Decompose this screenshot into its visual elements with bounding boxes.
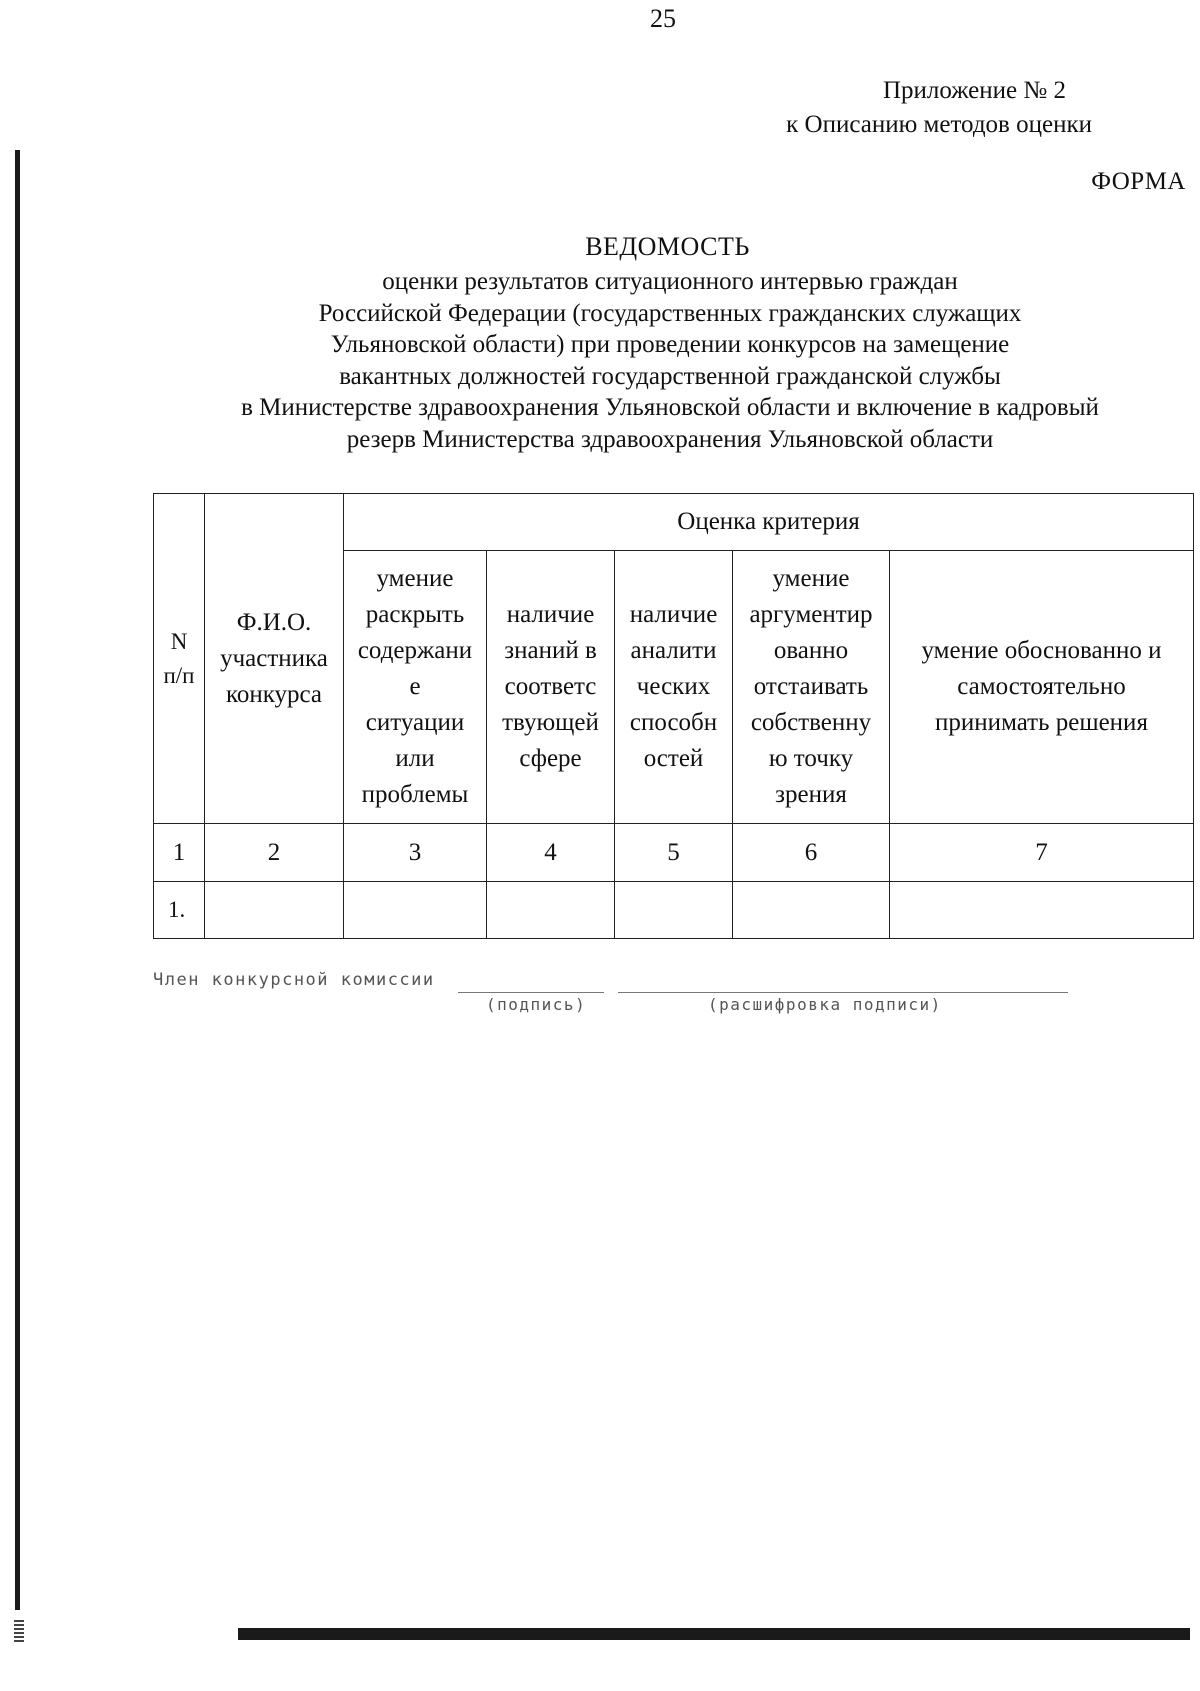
subtitle-line: в Министерстве здравоохранения Ульяновской области и включение в кадровый	[241, 394, 1099, 421]
cell-score[interactable]	[615, 882, 733, 939]
assessment-table	[153, 493, 1194, 939]
header-line: Ф.И.О.	[236, 608, 312, 636]
cell-score[interactable]	[733, 882, 890, 939]
column-number: 5	[615, 824, 733, 882]
header-line: сфере	[519, 745, 582, 772]
header-line: N	[170, 628, 188, 654]
header-line: твующей	[502, 709, 599, 736]
signature-decode-line[interactable]	[618, 992, 1068, 993]
header-line: самостоятельно	[957, 673, 1126, 700]
scan-artifact	[14, 1620, 24, 1642]
header-line: аргументир	[749, 601, 873, 628]
appendix-document: к Описанию методов оценки	[786, 111, 1092, 138]
header-line: ованно	[773, 637, 849, 664]
page-number: 25	[650, 4, 676, 33]
form-label: ФОРМА	[1091, 168, 1186, 195]
header-line: е	[409, 673, 421, 700]
header-line: собственну	[750, 709, 872, 736]
signature-label: Член конкурсной комиссии	[153, 970, 435, 990]
header-line: умение обоснованно и	[921, 637, 1162, 664]
document-title: ВЕДОМОСТЬ	[585, 232, 750, 261]
header-full-name	[205, 494, 344, 824]
column-number: 1	[154, 824, 205, 882]
table-row	[154, 882, 1194, 939]
header-number	[154, 494, 205, 824]
signature-line[interactable]	[458, 992, 604, 993]
document-subtitle	[170, 266, 1170, 455]
column-number-row	[154, 824, 1194, 882]
appendix-number: Приложение № 2	[882, 77, 1066, 104]
column-number: 7	[890, 824, 1194, 882]
row-number: 1.	[154, 882, 205, 939]
header-line: проблемы	[361, 781, 469, 808]
header-line: знаний в	[504, 637, 597, 664]
header-argumentation	[733, 551, 890, 824]
subtitle-line: Ульяновской области) при проведении конкурсов на замещение	[330, 331, 1010, 358]
header-line: аналити	[630, 637, 717, 664]
appendix-reference	[786, 74, 1092, 142]
cell-full-name[interactable]	[205, 882, 344, 939]
column-number: 2	[205, 824, 344, 882]
subtitle-line: вакантных должностей государственной гражданской службы	[339, 362, 1001, 390]
header-line: содержани	[357, 637, 473, 664]
header-line: раскрыть	[365, 601, 465, 628]
header-line: или	[395, 745, 435, 772]
column-number: 3	[344, 824, 487, 882]
header-line: конкурса	[225, 680, 323, 708]
table-header-row	[154, 494, 1194, 551]
cell-score[interactable]	[344, 882, 487, 939]
scan-edge-bottom	[238, 1628, 1190, 1640]
subtitle-line: Российской Федерации (государственных гражданских служащих	[318, 299, 1022, 327]
header-analytical-skills	[615, 551, 733, 824]
header-line: п/п	[163, 662, 195, 688]
cell-score[interactable]	[487, 882, 615, 939]
header-line: участника	[220, 644, 328, 672]
header-line: умение	[772, 565, 850, 592]
scan-edge-left	[15, 150, 20, 1610]
header-line: наличие	[506, 601, 595, 628]
header-line: ситуации	[365, 709, 465, 736]
signature-caption: (подпись)	[486, 995, 587, 1014]
header-line: ческих	[636, 673, 711, 700]
header-line: способн	[629, 709, 718, 736]
subtitle-line: резерв Министерства здравоохранения Ульяновской области	[346, 425, 994, 453]
subtitle-line: оценки результатов ситуационного интервью граждан	[382, 268, 958, 295]
header-decision-making	[890, 551, 1194, 824]
signature-decode-caption: (расшифровка подписи)	[708, 995, 942, 1014]
header-domain-knowledge	[487, 551, 615, 824]
header-situation-disclosure	[344, 551, 487, 824]
header-line: принимать решения	[935, 709, 1148, 736]
header-line: ю точку	[768, 745, 854, 772]
header-line: умение	[376, 565, 454, 592]
cell-score[interactable]	[890, 882, 1194, 939]
header-criteria-assessment: Оценка критерия	[344, 494, 1194, 551]
header-line: отстаивать	[753, 673, 869, 700]
header-line: зрения	[775, 781, 847, 808]
column-number: 6	[733, 824, 890, 882]
column-number: 4	[487, 824, 615, 882]
header-line: остей	[643, 745, 704, 772]
header-line: наличие	[629, 601, 718, 628]
header-line: соответс	[504, 673, 597, 700]
